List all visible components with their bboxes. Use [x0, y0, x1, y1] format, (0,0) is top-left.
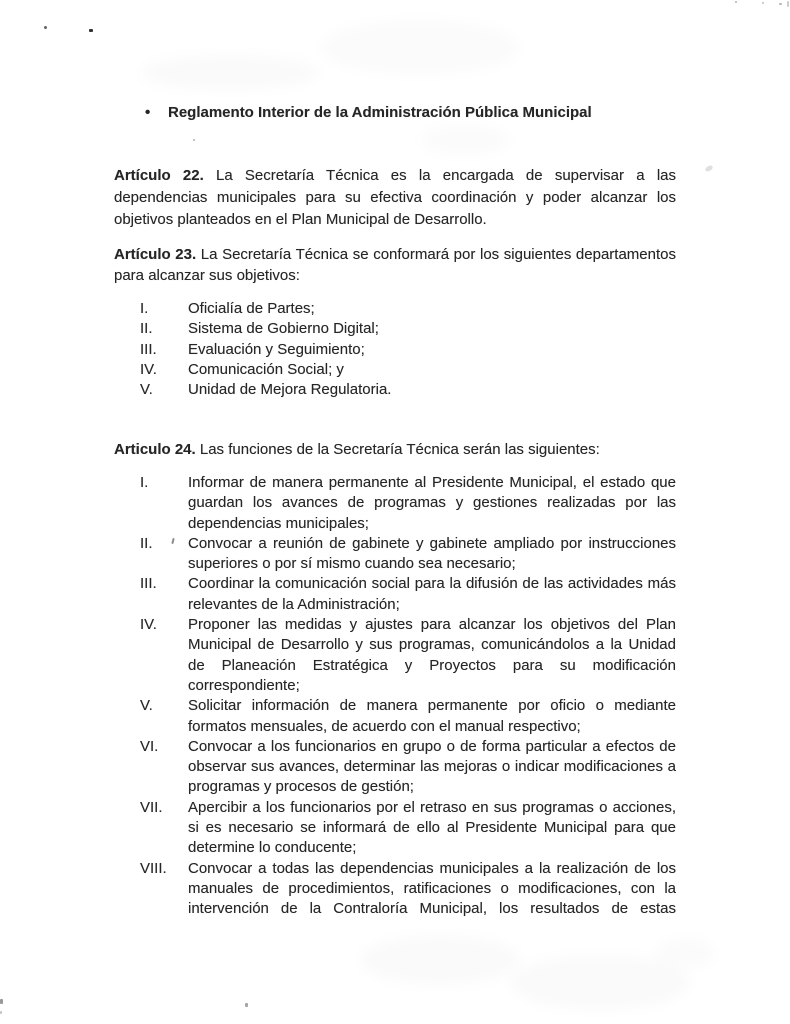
scan-speck [245, 1003, 248, 1007]
list-item-numeral: I. [140, 300, 149, 317]
list-item-text: Oficialía de Partes; [188, 300, 315, 317]
list-item-text: Apercibir a los funcionarios por el retraso en sus programas o acciones, si es necesario se informará de ello al Presidente Municipal para que determine lo conducente; [188, 798, 676, 857]
list-item [114, 319, 676, 339]
article-24-list [114, 473, 676, 920]
list-item-numeral: V. [140, 381, 153, 399]
list-item [114, 859, 676, 920]
document-title: Reglamento Interior de la Administración Pública Municipal [168, 104, 592, 121]
article-22-label: Artículo 22. [114, 167, 204, 184]
list-item-numeral: VIII. [140, 859, 167, 877]
list-item [114, 534, 676, 575]
list-item-text: Coordinar la comunicación social para la difusión de las actividades más relevantes de la Administración; [188, 575, 676, 613]
article-23-list [114, 299, 676, 400]
list-item-text: Proponer las medidas y ajustes para alcanzar los objetivos del Plan Municipal de Desarrollo y sus programas, comunicándolos a la Unidad de Planeación Estratégica y Proyectos para su modificación correspondiente; [188, 616, 676, 694]
article-24-label: Articulo 24. [114, 441, 196, 459]
list-item-numeral: VII. [140, 798, 163, 816]
scan-speck [762, 2, 764, 4]
list-item-numeral: II. [140, 320, 153, 338]
list-item-text: Sistema de Gobierno Digital; [188, 320, 379, 338]
list-item [114, 574, 676, 615]
article-24-heading [114, 440, 676, 461]
list-item-numeral: VI. [140, 737, 159, 755]
list-item [114, 737, 676, 798]
list-item-numeral: III. [140, 340, 157, 358]
list-item [114, 615, 676, 696]
scan-smudge [140, 55, 320, 90]
list-item-numeral: IV. [140, 360, 157, 378]
list-item-text: Informar de manera permanente al Presidente Municipal, el estado que guardan los avances de programas y gestiones realizadas por las dependencias municipales; [188, 473, 676, 532]
scan-speck [787, 1, 789, 7]
article-23-label: Artículo 23. [114, 246, 197, 263]
scan-speck [44, 26, 47, 29]
scan-smudge [360, 935, 520, 985]
list-item [114, 798, 676, 859]
list-item-numeral: IV. [140, 616, 157, 634]
list-item [114, 360, 676, 380]
scan-speck [210, 526, 212, 528]
article-23-paragraph [114, 245, 676, 286]
list-item-text: Convocar a reunión de gabinete y gabinete ampliado por instrucciones superiores o por sí mismo cuando sea necesario; [188, 534, 676, 573]
scan-smudge [420, 125, 510, 155]
article-23-body: La Secretaría Técnica se conformará por los siguientes departamentos para alcanzar sus objetivos: [114, 246, 676, 284]
list-item-numeral: II. [140, 534, 153, 552]
document-title-line [114, 103, 676, 123]
list-item [114, 340, 676, 360]
scan-speck [193, 139, 195, 141]
scan-smudge [655, 938, 715, 968]
list-item-numeral: III. [140, 575, 157, 593]
article-24-body: Las funciones de la Secretaría Técnica serán las siguientes: [199, 441, 600, 459]
list-item-text: Comunicación Social; y [188, 360, 344, 378]
list-item-numeral: V. [140, 697, 153, 715]
scan-speck [89, 29, 93, 32]
scan-speck [735, 1, 737, 3]
document-content [114, 0, 676, 920]
article-22-body: La Secretaría Técnica es la encargada de supervisar a las dependencias municipales para su efectiva coordinación y poder alcanzar los objetivos planteados en el Plan Municipal de Desarrollo. [114, 167, 676, 228]
list-item-text: Convocar a los funcionarios en grupo o de forma particular a efectos de observar sus avances, determinar las mejoras o indicar modificaciones a programas y procesos de gestión; [188, 737, 676, 796]
list-item-text: Evaluación y Seguimiento; [188, 340, 365, 358]
list-item [114, 299, 676, 319]
scan-smudge [320, 20, 520, 75]
scan-speck [0, 1011, 2, 1014]
list-item [114, 696, 676, 737]
list-item-numeral: I. [140, 473, 149, 491]
list-item [114, 473, 676, 534]
scan-speck [779, 3, 782, 5]
list-item-text: Unidad de Mejora Regulatoria. [188, 381, 392, 399]
scan-speck [0, 999, 3, 1004]
bullet-icon: • [145, 104, 151, 121]
list-item-text: Solicitar información de manera permanente por oficio o mediante formatos mensuales, de acuerdo con el manual respectivo; [188, 697, 676, 735]
scan-speck [704, 164, 713, 172]
list-item [114, 380, 676, 400]
list-item-text: Convocar a todas las dependencias municipales a la realización de los manuales de procedimientos, ratificaciones o modificaciones, con la intervención de la Contraloría Municipal, los resultados de estas [188, 859, 676, 918]
article-22-paragraph [114, 165, 676, 231]
